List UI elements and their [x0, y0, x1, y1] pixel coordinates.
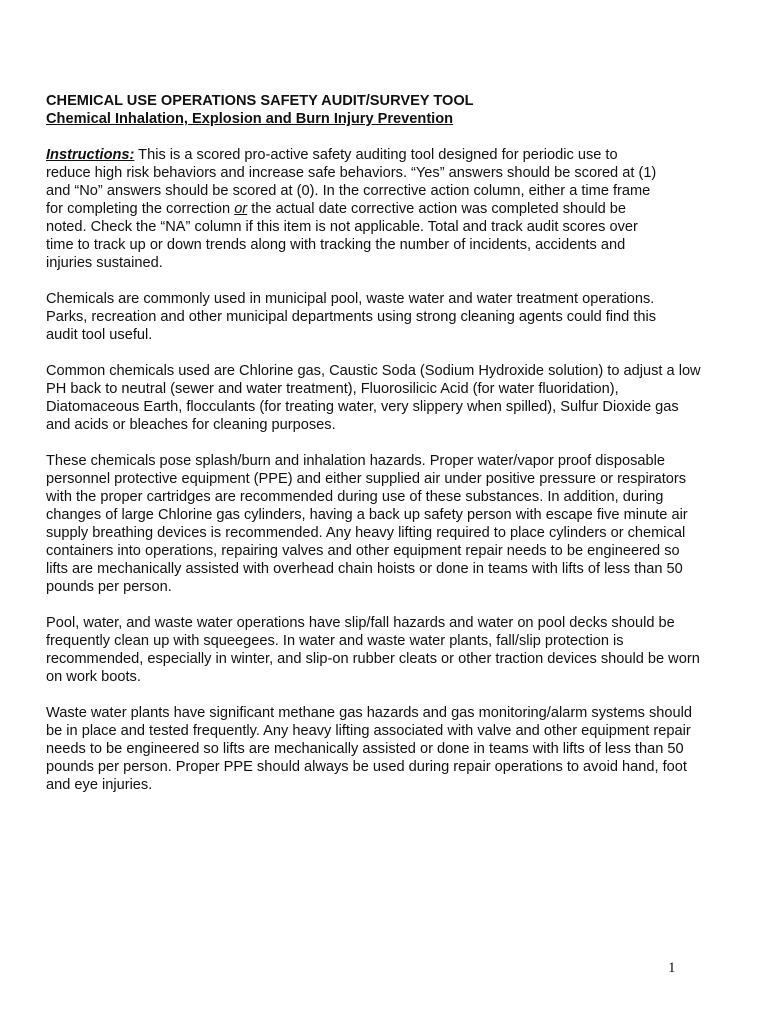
instructions-text-part-1: This is a scored pro-active safety auditing tool designed for periodic use to reduce high risk behaviors and increase safe behaviors. “Yes” answers should be scored at (1) and “No” answers should be scored at (0). In the corrective action column, either a time frame for completing the correction — [46, 147, 657, 217]
paragraph-chemicals-usage: Chemicals are commonly used in municipal pool, waste water and water treatment operations. Parks, recreation and other municipal departments using strong cleaning agents could find this audit tool useful. — [46, 291, 657, 343]
document-subtitle: Chemical Inhalation, Explosion and Burn Injury Prevention — [46, 111, 454, 127]
paragraph-hazards-ppe: These chemicals pose splash/burn and inhalation hazards. Proper water/vapor proof disposable personnel protective equipment (PPE) and either supplied air under positive pressure or respirators with the proper cartridges are recommended during use of these substances. In addition, during changes of large Chlorine gas cylinders, having a back up safety person with escape five minute air supply breathing devices is recommended. Any heavy lifting required to place cylinders or chemical containers into operations, repairing valves and other equipment repair needs to be engineered so lifts are mechanically assisted with overhead chain hoists or done in teams with lifts of less than 50 pounds per person. — [46, 453, 688, 595]
paragraph-common-chemicals: Common chemicals used are Chlorine gas, Caustic Soda (Sodium Hydroxide solution) to adjust a low PH back to neutral (sewer and water treatment), Fluorosilicic Acid (for water fluoridation), Diatomaceous Earth, flocculants (for treating water, very slippery when spilled), Sulfur Dioxide gas and acids or bleaches for cleaning purposes. — [46, 363, 701, 433]
page-number: 1 — [668, 960, 676, 976]
paragraph-slip-fall: Pool, water, and waste water operations have slip/fall hazards and water on pool decks should be frequently clean up with squeegees. In water and waste water plants, fall/slip protection is recommended, especially in winter, and slip-on rubber cleats or other traction devices should be worn on work boots. — [46, 615, 700, 685]
instructions-text-part-2: the actual date corrective action was completed should be noted. Check the “NA” column if this item is not applicable. Total and track audit scores over time to track up or down trends along with tracking the number of incidents, accidents and injuries sustained. — [46, 201, 638, 271]
instructions-or-word: or — [234, 201, 248, 217]
instructions-label: Instructions: — [46, 147, 135, 163]
document-body — [46, 92, 726, 812]
instructions-paragraph — [46, 146, 726, 272]
paragraph-methane-hazards: Waste water plants have significant methane gas hazards and gas monitoring/alarm systems should be in place and tested frequently. Any heavy lifting associated with valve and other equipment repair needs to be engineered so lifts are mechanically assisted or done in teams with lifts of less than 50 pounds per person. Proper PPE should always be used during repair operations to avoid hand, foot and eye injuries. — [46, 705, 692, 793]
document-title: CHEMICAL USE OPERATIONS SAFETY AUDIT/SURVEY TOOL — [46, 93, 474, 109]
